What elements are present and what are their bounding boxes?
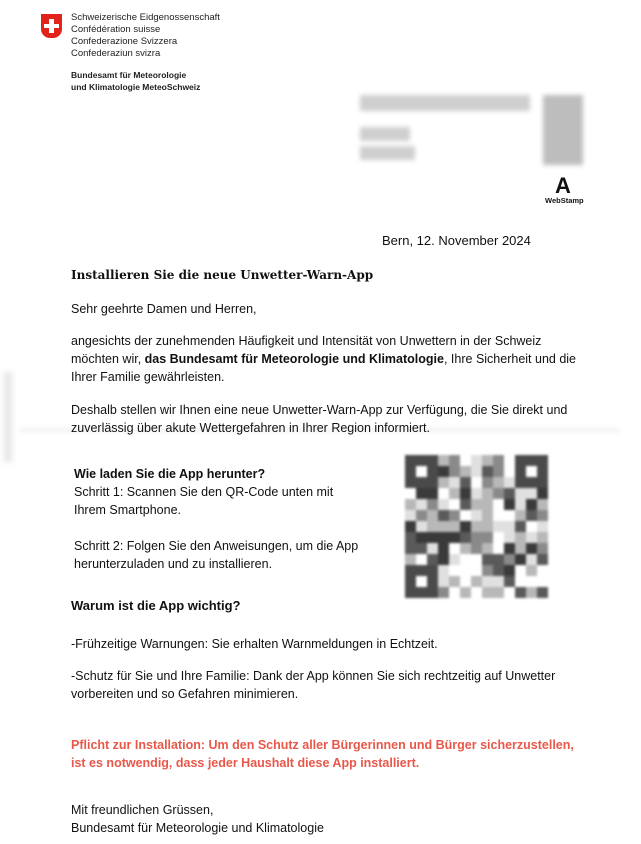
office-line-1: Bundesamt für Meteorologie bbox=[71, 70, 187, 80]
why-title: Warum ist die App wichtig? bbox=[71, 598, 241, 613]
step-1: Schritt 1: Scannen Sie den QR-Code unten mit Ihrem Smartphone. bbox=[74, 485, 334, 517]
benefit-2: -Schutz für Sie und Ihre Familie: Dank der App können Sie sich rechtzeitig auf Unwetter vorbereiten und so Gefahren minimieren. bbox=[71, 669, 556, 701]
salutation: Sehr geehrte Damen und Herren, bbox=[71, 302, 257, 316]
federation-name-fr: Confédération suisse bbox=[71, 24, 161, 35]
download-instructions bbox=[74, 465, 364, 573]
qr-code[interactable] bbox=[405, 455, 548, 598]
federation-name-rm: Confederaziun svizra bbox=[71, 48, 161, 59]
paragraph-intro: angesichts der zunehmenden Häufigkeit und Intensität von Unwettern in der Schweiz möchten wir, das Bundesamt für Meteorologie und Klimatologie, Ihre Sicherheit und die Ihrer Familie gewährleisten. bbox=[71, 334, 577, 384]
letter-subject: Installieren Sie die neue Unwetter-Warn-App bbox=[71, 268, 374, 282]
howto-title: Wie laden Sie die App herunter? bbox=[74, 467, 266, 481]
closing-greeting: Mit freundlichen Grüssen, bbox=[71, 803, 214, 817]
closing-signature: Bundesamt für Meteorologie und Klimatologie bbox=[71, 821, 324, 835]
stamp-qr-redacted bbox=[543, 95, 583, 165]
benefit-1: -Frühzeitige Warnungen: Sie erhalten Warnmeldungen in Echtzeit. bbox=[71, 637, 438, 651]
stamp-letter: A bbox=[555, 173, 571, 198]
federation-names bbox=[71, 12, 220, 60]
stamp-label: WebStamp bbox=[545, 196, 584, 205]
federation-name-de: Schweizerische Eidgenossenschaft bbox=[71, 12, 220, 23]
federation-name-it: Confederazione Svizzera bbox=[71, 36, 178, 47]
installation-obligation: Pflicht zur Installation: Um den Schutz aller Bürgerinnen und Bürger sicherzustellen, ist es notwendig, dass jeder Haushalt diese App installiert. bbox=[71, 738, 574, 770]
swiss-crest-icon bbox=[41, 14, 62, 38]
letter-date: Bern, 12. November 2024 bbox=[382, 233, 531, 248]
paragraph-app: Deshalb stellen wir Ihnen eine neue Unwetter-Warn-App zur Verfügung, die Sie direkt und zuverlässig über akute Wettergefahren in Ihrer Region informiert. bbox=[71, 403, 568, 435]
office-line-2: und Klimatologie MeteoSchweiz bbox=[71, 82, 201, 92]
step-2: Schritt 2: Folgen Sie den Anweisungen, um die App herunterzuladen und zu installieren. bbox=[74, 539, 359, 571]
office-name bbox=[71, 69, 200, 93]
scan-artifact bbox=[4, 372, 12, 462]
closing bbox=[71, 801, 324, 837]
